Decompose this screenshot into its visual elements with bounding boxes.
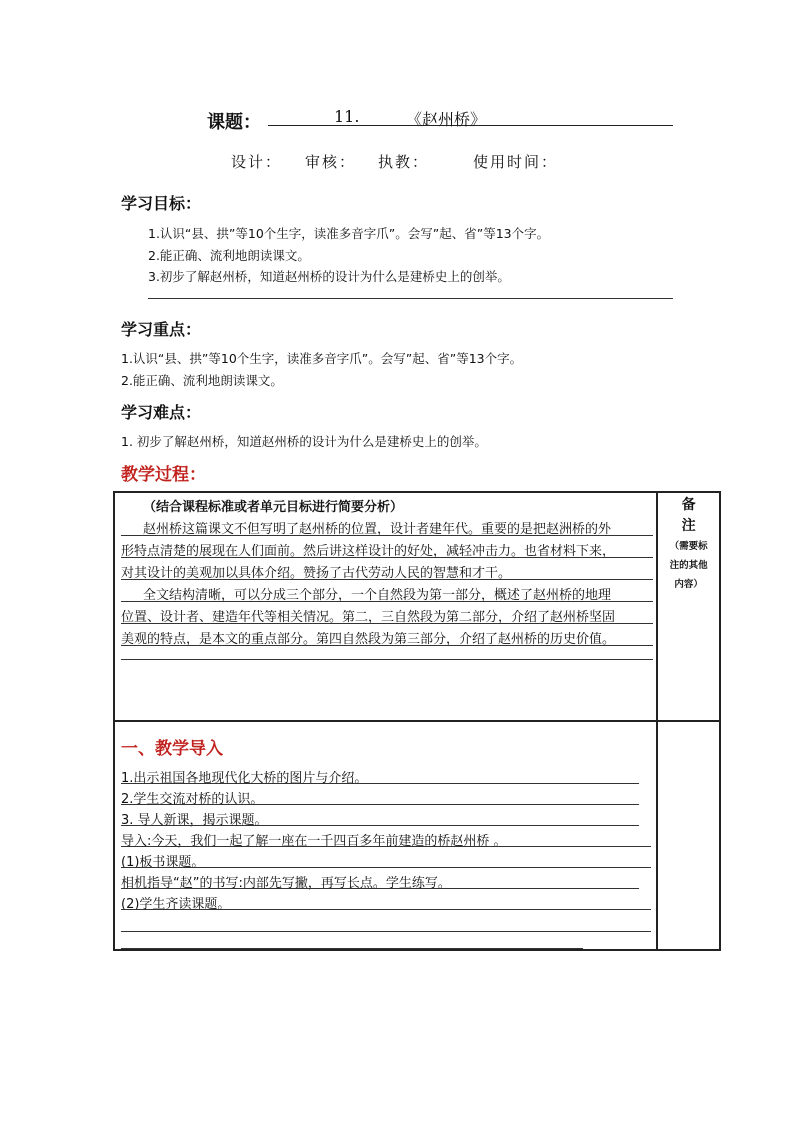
title-underline [268, 125, 673, 126]
analysis-underline [121, 557, 653, 558]
objectives-rule [148, 298, 673, 299]
difficulties-heading: 学习难点： [121, 403, 202, 422]
analysis-line: 赵州桥这篇课文不但写明了赵州桥的位置，设计者建年代。重要的是把赵洲桥的外 [143, 522, 612, 537]
analysis-line: 形特点清楚的展现在人们面前。然后讲这样设计的好处，减轻冲击力。也省材料下来， [121, 544, 616, 559]
analysis-title: （结合课程标准或者单元目标进行简要分析） [143, 500, 404, 515]
meta-review: 审核： [305, 153, 357, 171]
side-note-title-b: 注 [681, 518, 696, 534]
analysis-underline [121, 535, 653, 536]
process-heading: 教学过程： [121, 465, 206, 485]
key-point-item: 2.能正确、流利地朗读课文。 [121, 373, 283, 388]
key-points-heading: 学习重点： [121, 320, 202, 339]
objective-item: 2.能正确、流利地朗读课文。 [148, 248, 310, 263]
title-label: 课题： [207, 112, 261, 133]
intro-line: 导入:今天，我们一起了解一座在一千四百多年前建造的桥赵州桥 。 [121, 834, 507, 849]
intro-cell [114, 721, 657, 950]
intro-line: 1.出示祖国各地现代化大桥的图片与介绍。 [121, 771, 368, 786]
analysis-line: 美观的特点，是本文的重点部分。第四自然段为第三部分，介绍了赵州桥的历史价值。 [121, 632, 616, 647]
intro-line: (1)板书课题。 [121, 855, 205, 870]
key-point-item: 1.认识“县、拱”等10个生字，读准多音字爪”。会写”起、省”等13个字。 [121, 351, 523, 366]
analysis-underline [121, 645, 653, 646]
intro-underline [121, 846, 651, 847]
intro-underline [121, 909, 651, 910]
meta-teach: 执教： [378, 153, 430, 171]
side-note-line: 内容） [674, 579, 703, 590]
intro-underline [121, 804, 639, 805]
analysis-cell [114, 492, 657, 721]
analysis-underline [121, 623, 653, 624]
intro-underline [121, 888, 639, 889]
intro-underline [121, 931, 651, 932]
meta-time: 使用时间： [473, 153, 559, 171]
process-table [113, 491, 721, 951]
intro-line: (2)学生齐读课题。 [121, 897, 231, 912]
analysis-line: 全文结构清晰，可以分成三个部分，一个自然段为第一部分，概述了赵州桥的地理 [143, 588, 612, 603]
analysis-underline [121, 579, 653, 580]
objectives-heading: 学习目标： [121, 194, 202, 213]
analysis-underline [121, 659, 653, 660]
intro-underline [121, 783, 639, 784]
objective-item: 3.初步了解赵州桥，知道赵州桥的设计为什么是建桥史上的创举。 [148, 269, 510, 284]
intro-line: 3. 导人新课，揭示课题。 [121, 813, 268, 828]
intro-side-cell [657, 721, 720, 950]
analysis-underline [121, 601, 653, 602]
lesson-number: 11. [334, 107, 360, 126]
analysis-line: 对其设计的美观加以具体介绍。赞扬了古代劳动人民的智慧和才干。 [121, 566, 512, 581]
side-note-title-a: 备 [681, 497, 696, 513]
section-heading: 一、教学导入 [121, 739, 223, 759]
side-note-line: 注的其他 [669, 560, 708, 571]
meta-design: 设计： [231, 153, 283, 171]
analysis-line: 位置、设计者、建造年代等相关情况。第二，三自然段为第二部分，介绍了赵州桥坚固 [121, 610, 616, 625]
intro-underline [121, 867, 651, 868]
intro-line: 相机指导“赵”的书写:内部先写撇，再写长点。学生练写。 [121, 876, 451, 891]
difficulty-item: 1. 初步了解赵州桥，知道赵州桥的设计为什么是建桥史上的创举。 [121, 434, 487, 449]
intro-line: 2.学生交流对桥的认识。 [121, 792, 264, 807]
side-note-line: （需要标 [669, 541, 708, 552]
objective-item: 1.认识“县、拱”等10个生字，读准多音字爪”。会写”起、省”等13个字。 [148, 226, 550, 241]
side-note-cell [657, 492, 720, 721]
lesson-name: 《赵州桥》 [406, 110, 487, 129]
intro-underline [121, 825, 639, 826]
intro-underline [121, 948, 583, 949]
